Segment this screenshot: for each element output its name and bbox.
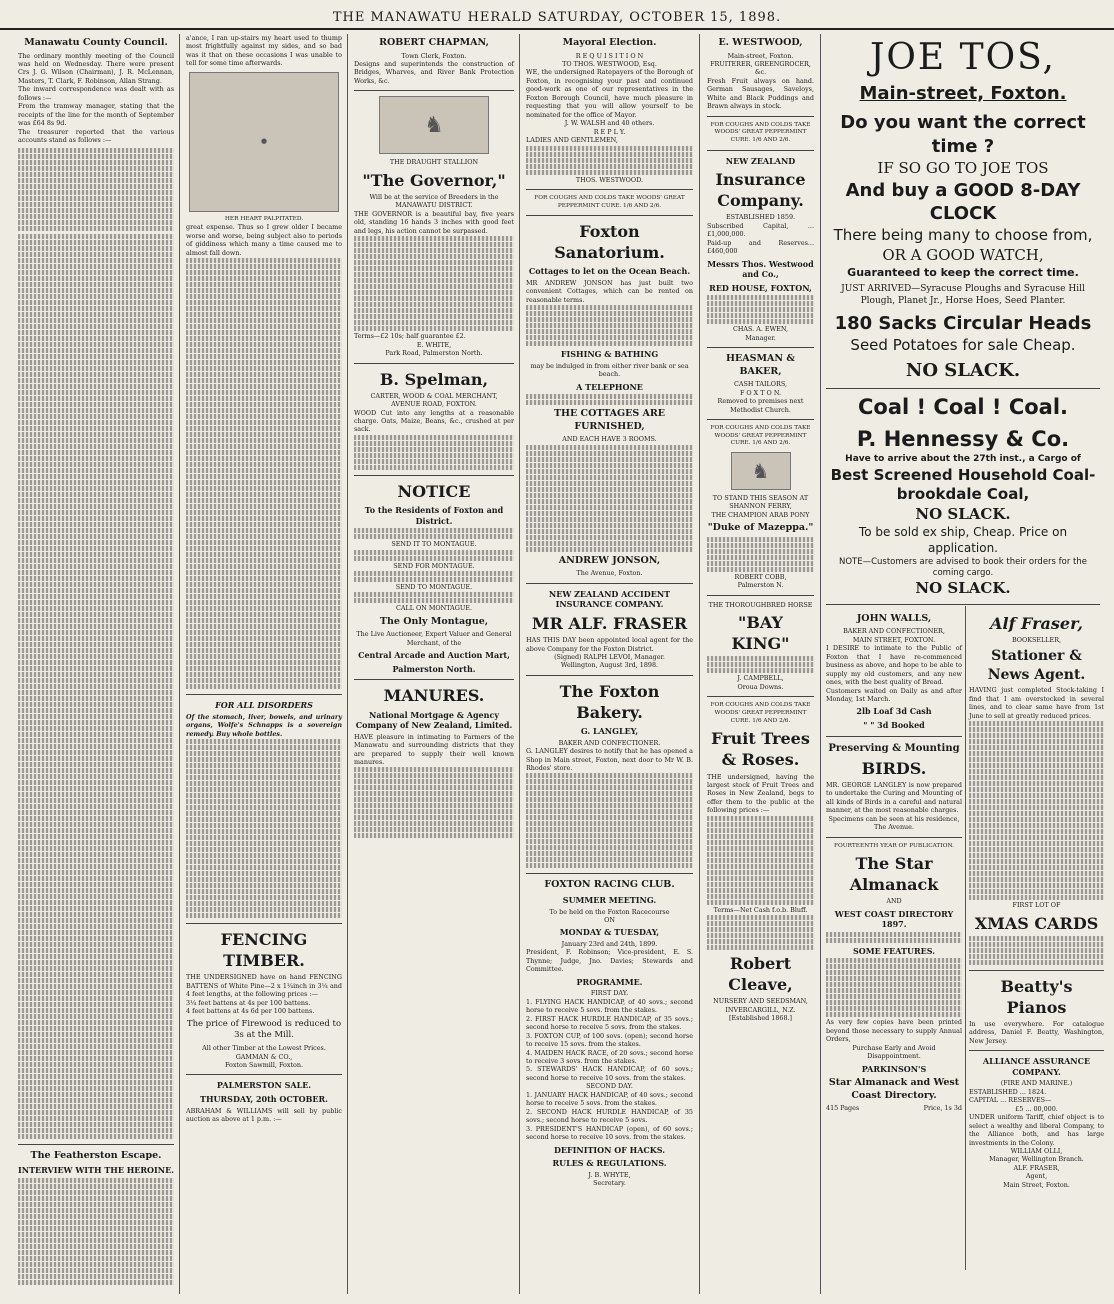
article-subtitle: INTERVIEW WITH THE HEROINE. [18,1165,174,1176]
paragraph: The treasurer reported that the various accounts stand as follows :— [18,127,174,145]
ad-woods-cure: FOR COUGHS AND COLDS TAKE WOODS' GREAT PEPPERMINT CURE. 1/6 AND 2/6. [710,121,811,143]
ad-subtitle: DEFINITION OF HACKS. [553,1144,666,1155]
ad-subtitle: SOME FEATURES. [853,945,935,956]
race-item: 4. MAIDEN HACK RACE, of 20 sovs.; second horse to receive 3 sovs. from the stakes. [526,1048,693,1065]
ad-text: Best Screened Household Coal-brookdale Coal, [830,465,1096,504]
paragraph: great expense. Thus so I grew older I became worse and worse, being subject also to periods of giddiness which many a time caused me to almost fall down. [186,223,342,257]
ad-title-disorders: FOR ALL DISORDERS [215,700,313,711]
ad-text: FIRST LOT OF [1012,901,1061,910]
ad-title-hennessy: P. Hennessy & Co. [856,426,1070,451]
ad-subtitle: FRUITERER, GREENGROCER, &c. [710,59,811,77]
ad-text: Have to arrive about the 27th inst., a Cargo of [845,453,1081,464]
ad-title-mazeppa: "Duke of Mazeppa." [707,522,814,534]
article-title-featherston-escape: The Featherston Escape. [30,1149,162,1161]
ad-subtitle: BAKER AND CONFECTIONER, [843,627,945,636]
ad-signature: E. WHITE, [416,340,452,349]
ad-title-montague: The Only Montague, [379,615,489,627]
race-item: 2. SECOND HACK HURDLE HANDICAP, of 35 sovs.; second horse to receive 5 sovs. [526,1107,693,1125]
ad-text: The Live Auctioneer, Expert Valuer and General Merchant, of the [356,630,512,647]
ad-subtitle: Main-street, Foxton. [859,82,1067,104]
ad-signature: (Signed) RALPH LEVOI, Manager. [554,652,665,661]
ad-title-insurance: Insurance Company. [715,170,806,211]
ad-text: Customers waited on Daily as and after Monday, 1st March. [826,686,962,703]
ad-subtitle: R E Q U I S I T I O N [575,51,644,60]
masthead: THE MANAWATU HERALD SATURDAY, OCTOBER 15, 1898. [0,0,1114,30]
ad-woods-cure: FOR COUGHS AND COLDS TAKE WOODS' GREAT PEPPERMINT CURE. 1/6 AND 2/6. [710,425,811,447]
ad-text: Price, 1s 3d [923,1104,962,1113]
ad-subtitle: CASH TAILORS, [733,380,787,389]
paragraph: a'ance, I ran up-stairs my heart used to thump most frightfully against my sides, and so bad was it that on these occasions I was unable to tell for some time afterwards. [186,34,342,68]
ad-text: Will be at the service of Breeders in the [369,192,499,201]
ad-text: HAS THIS DAY been appointed local agent for the above Company for the Foxton District. [526,636,693,653]
ad-text: The Avenue, Foxton. [576,569,643,578]
ad-subtitle: AVENUE ROAD, FOXTON. [391,400,477,409]
ad-title-cleave: Robert Cleave, [728,954,793,995]
ad-text: ON [604,916,615,924]
ad-signature: Manager, Wellington Branch. [989,1155,1084,1164]
column-5 [703,34,818,1296]
ad-text: " " 3d Booked [863,719,925,730]
column-4 [522,34,697,1296]
ad-subtitle: MONDAY & TUESDAY, [559,927,660,938]
ad-text: Guaranteed to keep the correct time. [847,265,1079,279]
ad-title-westwood: E. WESTWOOD, [718,37,803,48]
ad-signature: Foxton Sawmill, Foxton. [224,1061,304,1069]
ad-text: THE undersigned, having the largest stock of Fruit Trees and Roses in New Zealand, begs to offer them to the public at the following prices :— [707,772,814,815]
race-item: 1. FLYING HACK HANDICAP, of 40 sovs.; second horse to receive 5 sovs. from the stakes. [526,997,693,1015]
ad-text: MANAWATU DISTRICT. [395,201,473,210]
ad-text: I DESIRE to intimate to the Public of Foxton that I have re-commenced business as above, and hope to be able to supply my old customers, and any new ones, with the best quality of Bread. [826,644,962,687]
ad-text: Purchase Early and Avoid Disappointment. [852,1043,936,1061]
ad-text: As very few copies have been printed beyond those necessary to supply Annual Orders, [826,1018,962,1044]
ad-subtitle: National Mortgage & Agency Company of New Zealand, Limited. [355,709,513,731]
column-6-left [826,610,962,1113]
ad-text: LADIES AND GENTLEMEN, [526,136,618,145]
ad-text: £5 ... 00,000. [1015,1104,1058,1113]
ad-text: JUST ARRIVED—Syracuse Ploughs and Syracuse Hill Plough, Planet Jr., Horse Hoes, Seed Planter. [841,284,1085,307]
ad-signature: GAMMAN & CO., [235,1052,293,1061]
ad-title-alf-fraser: Alf Fraser, [990,613,1083,633]
ad-title-fraser: MR ALF. FRASER [531,613,688,633]
ad-subtitle: RULES & REGULATIONS. [552,1158,667,1169]
ad-text: To be held on the Foxton Racecourse [549,907,670,916]
ad-text: Fresh Fruit always on hand. German Sausages, Saveloys, White and Black Puddings and Brawn always in stock. [707,76,814,111]
column-rule [519,34,520,1294]
paragraph: From the tramway manager, stating that the receipts of the line for the month of September was £64 8s 9d. [18,102,174,128]
ad-text: President, F. Robinson; Vice-president, E. S. Thynne; Judge, Jno. Davies; Stewards and Committee. [526,948,693,974]
ad-title-fencing-timber: FENCING TIMBER. [220,930,308,971]
ad-signature: ALF. FRASER, [1013,1163,1060,1172]
race-item: 3. FOXTON CUP, of 100 sovs. (open); second horse to receive 15 sovs. from the stakes. [526,1031,693,1049]
body-text [186,258,342,689]
ad-subtitle: Cottages to let on the Ocean Beach. [528,266,691,277]
ad-text: Terms—Net Cash f.o.b. Bluff. [713,905,808,914]
ad-subtitle: Star Almanack and West Coast Directory. [828,1077,960,1101]
ad-text: SEND IT TO MONTAGUE. [391,540,477,549]
ad-text: SEND FOR MONTAGUE. [393,561,475,570]
ad-signature: Main Street, Foxton. [1003,1180,1070,1189]
ad-text: WOOD Cut into any lengths at a reasonable charge. Oats, Maize, Beans, &c., crushed at per sack. [354,408,514,434]
ad-text: [Established 1868.] [728,1014,793,1023]
ad-title-chapman: ROBERT CHAPMAN, [379,37,489,48]
ad-text: G. LANGLEY desires to notify that he has opened a Shop in Main street, Foxton, next door to Mr W. B. Rhodes' store. [526,747,693,773]
ad-joe-tos [826,34,1100,383]
ad-title-notice: NOTICE [397,481,471,501]
ad-text: January 23rd and 24th, 1899. [561,940,658,948]
ad-text: CAPITAL ... RESERVES— [969,1096,1052,1105]
ad-signature: G. LANGLEY, [580,726,639,737]
ad-text: NO SLACK. [905,360,1021,382]
ad-title-bakery: The Foxton Bakery. [559,681,660,722]
ad-subtitle: Central Arcade and Auction Mart, [358,650,510,661]
ad-text: TO STAND THIS SEASON AT SHANNON FERRY, [712,494,809,511]
ad-text: OR A GOOD WATCH, [882,245,1044,264]
ad-signature: ROBERT COBB, [734,572,787,581]
ad-text: HAVING just completed Stock-taking I find that I am overstocked in several lines, and to clear same have from 1st June to sell at greatly reduced prices. [969,686,1104,720]
ad-title-fruit-trees: Fruit Trees & Roses. [711,729,810,770]
ad-signature: J. CAMPBELL, [737,674,784,683]
ad-text: THE CHAMPION ARAB PONY [711,510,810,519]
column-2 [182,34,346,1296]
ad-title-preserving: Preserving & Mounting [828,742,960,754]
ad-signature: Agent, [1025,1172,1048,1181]
ad-signature: THOS. WESTWOOD. [575,175,644,184]
ad-text: Seed Potatoes for sale Cheap. [850,335,1076,354]
column-6-lower [826,610,1104,1270]
race-item: 2. FIRST HACK HURDLE HANDICAP, of 35 sovs.; second horse to receive 5 sovs. from the stakes. [526,1014,693,1032]
ad-text: AND [886,897,902,906]
column-rule [347,34,348,1294]
ad-text: Removed to premises next Methodist Church. [717,397,804,414]
paragraph: The ordinary monthly meeting of the Council was held on Wednesday. There were present Crs J. G. Wilson (Chairman), J. R. McLennan, Masters, T. Clark, F. Robinson, Allan Strang. [18,51,174,85]
ad-subtitle: INVERCARGILL, N.Z. [725,1005,796,1014]
ad-text: To be sold ex ship, Cheap. Price on application. [858,524,1068,555]
ad-subtitle: PARKINSON'S [861,1063,927,1074]
ad-subtitle: BAKER AND CONFECTIONER. [558,738,661,747]
column-3 [350,34,518,1296]
ad-text: ESTABLISHED ... 1824. [969,1087,1047,1096]
ad-text: There being many to choose from, [833,226,1093,245]
article-title-county-council: Manawatu County Council. [24,37,168,48]
ad-text: 2lb Loaf 3d Cash [856,706,932,717]
ad-title-stationer: Stationer & News Agent. [987,648,1086,683]
ad-subtitle: BOOKSELLER, [1011,635,1062,644]
ad-title-palmerston-sale: PALMERSTON SALE. [216,1080,312,1091]
ad-woods-cure: FOR COUGHS AND COLDS TAKE WOODS' GREAT PEPPERMINT CURE. 1/6 AND 2/6. [534,194,685,209]
ad-subtitle: MAIN STREET, FOXTON. [852,635,936,644]
ad-title-sanatorium: Foxton Sanatorium. [554,222,665,263]
pony-illustration: ♞ [731,452,791,490]
ad-subtitle: To the Residents of Foxton and District. [364,505,504,526]
ad-subtitle: TO THOS. WESTWOOD, Esq. [562,59,657,68]
illustration-caption: HER HEART PALPITATED. [224,215,304,222]
ad-title-walls: JOHN WALLS, [856,612,932,624]
ad-text: Do you want the correct time ? [840,112,1086,158]
ad-text: 3¼ feet battens at 4s per 100 battens. [186,998,311,1007]
ad-title-racing-club: FOXTON RACING CLUB. [544,879,675,891]
ad-text: ABRAHAM & WILLIAMS will sell by public auction as above at 1 p.m. :— [186,1106,342,1123]
ad-signature: WILLIAM OLLI, [1010,1146,1063,1155]
ad-subtitle: PROGRAMME. [576,976,643,987]
ad-text: Subscribed Capital, ... £1,000,000. [707,221,814,239]
ad-subtitle: NURSERY AND SEEDSMAN, [713,997,808,1006]
ad-text: AND EACH HAVE 3 ROOMS. [562,435,657,444]
ad-signature: Park Road, Palmerston North. [385,349,483,358]
ad-text: THE GOVERNOR is a beautiful bay, five years old, standing 16 hands 3 inches with good feet and legs, his action cannot be surpassed. [354,209,514,235]
ad-text: Specimens can be seen at his residence, The Avenue. [828,814,960,832]
ad-subtitle: RED HOUSE, FOXTON, [709,282,812,293]
ad-text: HAVE pleasure in intimating to Farmers of the Manawatu and surrounding districts that they are prepared to supply their well known manures. [354,732,514,767]
column-6 [822,34,1104,1296]
ad-signature: Secretary. [593,1179,626,1188]
column-rule [699,34,700,1294]
ad-hennessy [826,394,1100,599]
ad-title-birds: BIRDS. [861,758,927,778]
ad-signature: Palmerston N. [737,581,784,590]
ad-subtitle: Palmerston North. [392,663,476,674]
ad-text: Designs and superintends the construction of Bridges, Wharves, and River Bank Protection Works, &c. [354,59,514,85]
heroine-illustration: ● [189,72,339,212]
ad-text: 180 Sacks Circular Heads [834,312,1092,334]
ad-subtitle: CARTER, WOOD & COAL MERCHANT, [370,391,498,400]
ad-subtitle: A TELEPHONE [576,381,643,392]
accounts-table [18,148,174,231]
ad-text: NOTE—Customers are advised to book their orders for the coming cargo. [838,556,1088,578]
ad-woods-cure: FOR COUGHS AND COLDS TAKE WOODS' GREAT PEPPERMINT CURE. 1/6 AND 2/6. [710,702,811,724]
ad-subtitle: Messrs Thos. Westwood and Co., [707,258,814,280]
ad-text: FOURTEENTH YEAR OF PUBLICATION. [834,842,954,849]
ad-text: Paid-up and Reserves... £460,000 [707,238,814,256]
ad-subtitle: FISHING & BATHING [560,349,659,360]
ad-text: CALL ON MONTAGUE. [396,604,472,613]
ad-signature: ANDREW JONSON, [558,554,661,566]
column-rule [179,34,180,1294]
ad-title-coal: Coal ! Coal ! Coal. [858,395,1068,420]
ad-text: 415 Pages [826,1104,860,1113]
ad-title-almanack: The Star Almanack [849,854,939,895]
ad-signature: Manager. [745,333,776,342]
ad-text: Terms—£2 10s; half guarantee £2. [354,332,466,341]
ad-text: NO SLACK. [915,579,1011,598]
ad-title-heasman: HEASMAN & BAKER, [726,353,795,377]
ad-subtitle: SUMMER MEETING. [562,895,657,905]
ad-title-alliance: ALLIANCE ASSURANCE COMPANY. [982,1056,1091,1077]
ad-title-joe-tos: JOE TOS, [869,37,1056,78]
ad-text: THE DRAUGHT STALLION [389,158,479,167]
ad-subtitle: F O X T O N. [739,388,782,397]
ad-signature: J. W. WALSH and 40 others. [564,119,655,128]
ad-text: UNDER uniform Tariff, chief object is to select a wealthy and liberal Company, to the Alliance both, and has large investments in the Colony. [969,1113,1104,1147]
ad-text: THE UNDERSIGNED have on hand FENCING BATTENS of White Pine—2 x 1¼inch in 3¼ and 4 feet lengths, at the following prices :— [186,973,342,999]
ad-text: WE, the undersigned Ratepayers of the Borough of Foxton, in recognising your past and continued good-work as one of our representatives in the Foxton Borough Council, have much pleasure in requesting that you will allow yourself to be nominated for the office of Mayor. [526,68,693,119]
ad-title-accident-insurance: NEW ZEALAND ACCIDENT INSURANCE COMPANY. [548,588,671,610]
ad-text: In use everywhere. For catalogue address, Daniel F. Beatty, Washington, New Jersey. [969,1019,1104,1045]
ad-title-mayoral: Mayoral Election. [562,37,657,48]
race-item: 5. STEWARDS' HACK HANDICAP, of 60 sovs.; second horse to receive 10 sovs. from the stakes. [526,1065,693,1082]
ad-title-xmas-cards: XMAS CARDS [974,913,1099,933]
ad-text: FIRST DAY. [590,989,629,998]
ad-subtitle: Town Clerk, Foxton. [401,51,467,60]
column-6-right [969,610,1104,1189]
ad-title-spelman: B. Spelman, [379,369,489,389]
ad-footer [826,1104,962,1112]
horse-illustration: ♞ [379,96,489,154]
ad-subtitle: NEW ZEALAND [725,155,796,166]
ad-title-beatty: Beatty's Pianos [1000,976,1073,1017]
column-1 [14,34,178,1296]
ad-text: All other Timber at the Lowest Prices. [202,1044,326,1053]
ad-subtitle: Main-street, Foxton. [727,51,794,60]
ad-date: THURSDAY, 20th OCTOBER. [200,1094,328,1104]
ad-subtitle: WEST COAST DIRECTORY 1897. [834,908,954,930]
ad-title-manures: MANURES. [383,686,485,706]
racing-club-ad [526,873,693,1187]
ad-text: NO SLACK. [915,505,1011,524]
ad-signature: J. B. WHYTE, [588,1170,631,1179]
ad-text: SEND TO MONTAGUE. [395,583,473,592]
ad-text: 4 feet battens at 4s 6d per 100 battens. [186,1007,315,1016]
ad-signature: CHAS. A. EWEN, [732,325,789,334]
ad-text: IF SO GO TO JOE TOS [877,158,1049,177]
ad-text: ESTABLISHED 1859. [725,213,796,222]
column-rule [820,34,821,1294]
ad-signature: Oroua Downs. [737,682,784,691]
ad-text: SECOND DAY. [586,1082,633,1091]
race-item: 3. PRESIDENT'S HANDICAP (open), of 60 sovs.; second horse to receive 10 sovs. from the stakes. [526,1124,693,1142]
ad-title-bay-king: "BAY KING" [731,613,790,654]
ad-text: MR. GEORGE LANGLEY is now prepared to undertake the Curing and Mounting of all kinds of Birds in a careful and natural manner, at the most reasonable charges. [826,780,962,815]
ad-title-furnished: THE COTTAGES ARE FURNISHED, [553,408,666,432]
ad-subtitle: R E P L Y. [593,127,626,136]
ad-text: may be indulged in from either river bank or sea beach. [530,361,689,379]
ad-text: The price of Firewood is reduced to 3s at the Mill. [186,1018,342,1040]
ad-text: THE THOROUGHBRED HORSE [708,600,813,609]
paragraph: The inward correspondence was dealt with as follows :— [18,85,174,102]
column-rule [965,606,966,1270]
ad-text: Wellington, August 3rd, 1898. [560,661,659,670]
ad-text: (FIRE AND MARINE.) [1000,1079,1073,1088]
ad-text: And buy a GOOD 8-DAY CLOCK [845,179,1081,225]
ad-text: Of the stomach, liver, bowels, and urinary organs, Wolfe's Schnapps is a sovereign remedy. Buy whole bottles. [186,712,342,738]
ad-text: MR ANDREW JONSON has just built two convenient Cottages, which can be rented on reasonable terms. [526,279,693,304]
race-item: 1. JANUARY HACK HANDICAP, of 40 sovs.; second horse to receive 5 sovs. from the stakes. [526,1090,693,1108]
ad-title-governor: "The Governor," [362,170,506,190]
body-text [18,234,174,1139]
